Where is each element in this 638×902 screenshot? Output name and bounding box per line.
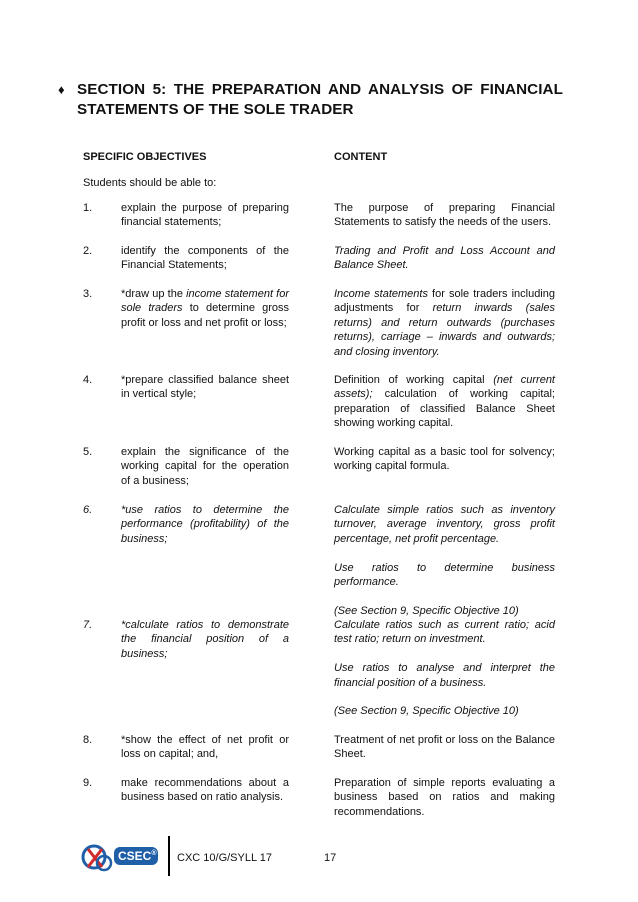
- content-cell: [334, 776, 555, 819]
- csec-label: CSEC: [118, 849, 152, 863]
- section-heading: [58, 80, 563, 120]
- row-number: 9.: [83, 777, 93, 789]
- specific-objective: *calculate ratios to demonstrate the financial position of a business;: [121, 619, 289, 660]
- syllabus-code: CXC 10/G/SYLL 17: [177, 852, 272, 864]
- content-paragraph: (See Section 9, Specific Objective 10): [334, 604, 519, 617]
- content-paragraph: [334, 287, 555, 359]
- specific-objective: [121, 287, 289, 330]
- row-number: 8.: [83, 734, 93, 746]
- content-paragraph: [334, 373, 555, 431]
- registered-mark: ®: [151, 850, 157, 857]
- content-cell: [334, 287, 555, 359]
- content-text: Definition of working capital: [334, 374, 494, 386]
- specific-objective: explain the purpose of preparing financial statements;: [121, 202, 289, 229]
- content-paragraph: Use ratios to analyse and interpret the financial position of a business.: [334, 662, 555, 689]
- row-number: 6.: [83, 504, 93, 516]
- specific-objective: explain the significance of the working capital for the operation of a business;: [121, 446, 289, 487]
- content-cell: [334, 503, 555, 618]
- page-footer: [0, 830, 638, 880]
- specific-objective: *use ratios to determine the performance (profitability) of the business;: [121, 504, 289, 545]
- content-paragraph: Treatment of net profit or loss on the Balance Sheet.: [334, 734, 555, 761]
- objectives-column-heading: SPECIFIC OBJECTIVES: [83, 151, 207, 163]
- content-paragraph: Use ratios to determine business performance.: [334, 561, 555, 589]
- content-cell: [334, 445, 555, 474]
- content-paragraph: (See Section 9, Specific Objective 10): [334, 705, 519, 718]
- row-number: 5.: [83, 446, 93, 458]
- content-paragraph: Working capital as a basic tool for solvency; working capital formula.: [334, 446, 555, 473]
- footer-divider: [168, 836, 170, 876]
- objective-text: to determine gross profit or loss and net profit or loss;: [121, 302, 289, 329]
- csec-badge-text: [118, 849, 157, 863]
- content-column-heading: CONTENT: [334, 151, 388, 163]
- content-cell: [334, 733, 555, 762]
- cxc-csec-logo: [80, 837, 164, 875]
- page-number: 17: [324, 852, 337, 864]
- specific-objective: make recommendations about a business based on ratio analysis.: [121, 777, 289, 804]
- content-paragraph: Trading and Profit and Loss Account and Balance Sheet.: [334, 245, 555, 272]
- content-paragraph: Calculate simple ratios such as inventory turnover, average inventory, gross profit percentage, net profit percentage.: [334, 504, 555, 545]
- row-number: 3.: [83, 288, 93, 300]
- specific-objective: *prepare classified balance sheet in vertical style;: [121, 374, 289, 401]
- content-cell: [334, 201, 555, 230]
- objective-emphasis: income statement for sole traders: [121, 288, 289, 315]
- row-number: 2.: [83, 245, 93, 257]
- content-cell: [334, 373, 555, 431]
- row-number: 7.: [83, 619, 93, 631]
- content-emphasis: (net current assets);: [334, 374, 555, 401]
- content-emphasis: Income statements: [334, 288, 428, 300]
- objective-text: *draw up the: [121, 288, 187, 300]
- content-paragraph: Calculate ratios such as current ratio; acid test ratio; return on investment.: [334, 619, 555, 646]
- specific-objective: identify the components of the Financial Statements;: [121, 245, 289, 272]
- intro-text: Students should be able to:: [83, 177, 217, 189]
- specific-objective: *show the effect of net profit or loss on capital; and,: [121, 734, 289, 761]
- content-emphasis: return inwards (sales returns) and return outwards (purchases returns), carriage – inwards and outwards; and closing inventory.: [334, 302, 555, 358]
- diamond-bullet-icon: ♦: [58, 82, 65, 97]
- content-cell: [334, 244, 555, 273]
- section-title: SECTION 5: THE PREPARATION AND ANALYSIS OF FINANCIAL STATEMENTS OF THE SOLE TRADER: [77, 81, 563, 118]
- content-paragraph: Preparation of simple reports evaluating a business based on ratios and making recommendations.: [334, 777, 555, 818]
- content-text: for sole traders including adjustments for: [334, 288, 555, 315]
- content-paragraph: The purpose of preparing Financial Statements to satisfy the needs of the users.: [334, 202, 555, 229]
- content-cell: [334, 618, 555, 719]
- row-number: 1.: [83, 202, 93, 214]
- content-text: calculation of working capital; preparation of classified Balance Sheet showing working capital.: [334, 388, 555, 430]
- row-number: 4.: [83, 374, 93, 386]
